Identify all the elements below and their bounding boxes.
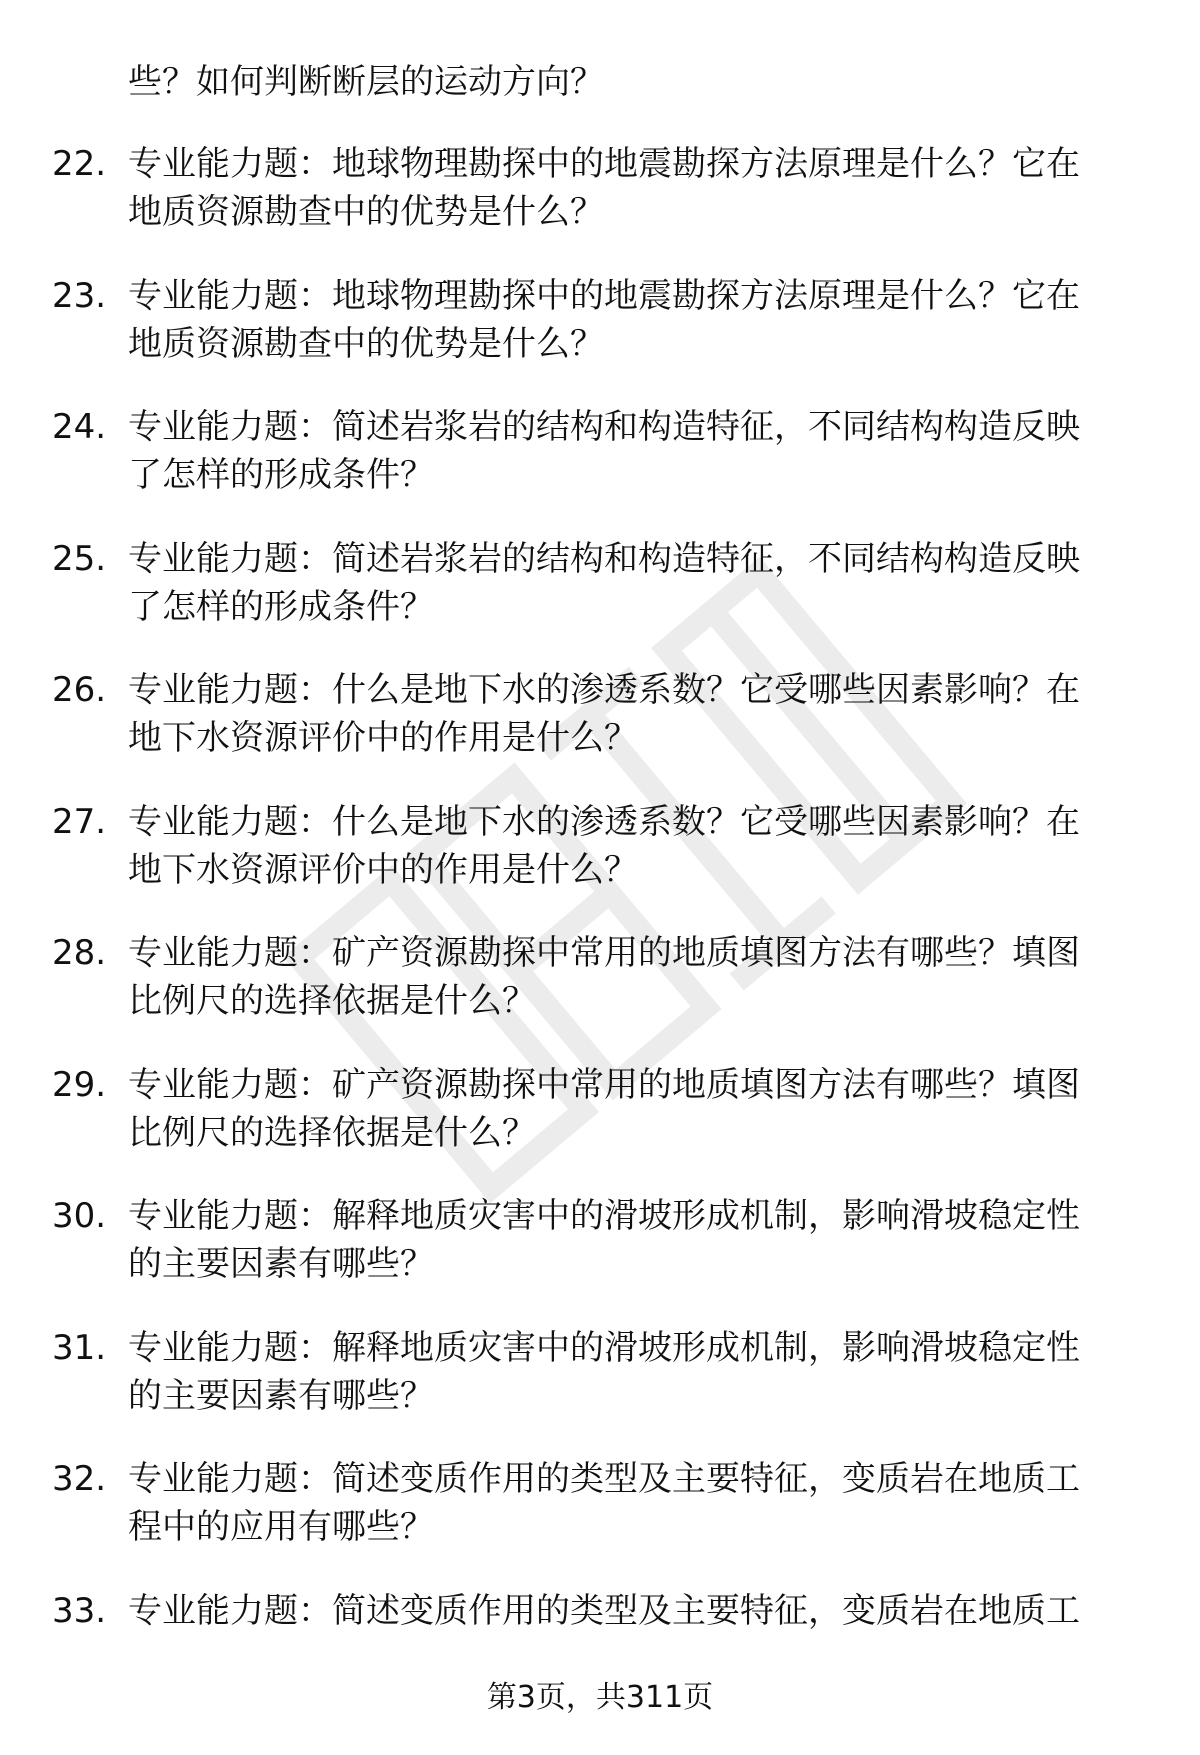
question-number: 32. bbox=[52, 1459, 107, 1499]
question-number: 23. bbox=[52, 275, 107, 316]
question-line: 专业能力题：简述变质作用的类型及主要特征，变质岩在地质工 bbox=[128, 1459, 1080, 1499]
question-line: 了怎样的形成条件？ bbox=[128, 586, 434, 627]
question-line: 专业能力题：解释地质灾害中的滑坡形成机制，影响滑坡稳定性 bbox=[128, 1196, 1080, 1236]
question-text bbox=[128, 403, 1138, 499]
question-text bbox=[128, 1587, 1138, 1635]
question-number: 33. bbox=[52, 1590, 107, 1631]
question-item bbox=[0, 929, 1200, 1061]
question-line: 程中的应用有哪些？ bbox=[128, 1507, 434, 1547]
question-item bbox=[0, 1455, 1200, 1587]
question-number: 25. bbox=[52, 538, 107, 579]
question-line: 专业能力题：矿产资源勘探中常用的地质填图方法有哪些？填图 bbox=[128, 1064, 1080, 1105]
question-text bbox=[128, 666, 1138, 762]
question-text bbox=[128, 1324, 1138, 1420]
question-text bbox=[128, 535, 1138, 631]
question-line: 专业能力题：矿产资源勘探中常用的地质填图方法有哪些？填图 bbox=[128, 933, 1080, 973]
question-item bbox=[0, 403, 1200, 535]
question-line: 的主要因素有哪些？ bbox=[128, 1244, 434, 1284]
question-line: 地下水资源评价中的作用是什么？ bbox=[128, 849, 638, 890]
question-item bbox=[0, 1324, 1200, 1456]
question-line: 专业能力题：什么是地下水的渗透系数？它受哪些因素影响？在 bbox=[128, 801, 1080, 842]
question-line: 地下水资源评价中的作用是什么？ bbox=[128, 718, 638, 758]
question-line: 专业能力题：简述岩浆岩的结构和构造特征，不同结构构造反映 bbox=[128, 538, 1080, 579]
question-line: 比例尺的选择依据是什么？ bbox=[128, 981, 536, 1021]
question-number: 22. bbox=[52, 144, 107, 184]
question-text bbox=[128, 1192, 1138, 1288]
question-number: 26. bbox=[52, 670, 107, 710]
question-line: 专业能力题：解释地质灾害中的滑坡形成机制，影响滑坡稳定性 bbox=[128, 1327, 1080, 1368]
question-line: 专业能力题：简述岩浆岩的结构和构造特征，不同结构构造反映 bbox=[128, 407, 1080, 447]
question-item bbox=[0, 798, 1200, 930]
page-footer: 第3页，共311页 bbox=[486, 1680, 714, 1715]
question-number: 31. bbox=[52, 1327, 107, 1368]
question-line: 了怎样的形成条件？ bbox=[128, 455, 434, 495]
question-line: 比例尺的选择依据是什么？ bbox=[128, 1112, 536, 1153]
question-item bbox=[0, 666, 1200, 798]
question-number: 24. bbox=[52, 407, 107, 447]
question-number: 30. bbox=[52, 1196, 107, 1236]
question-line: 地质资源勘查中的优势是什么？ bbox=[128, 192, 604, 232]
question-line: 专业能力题：地球物理勘探中的地震勘探方法原理是什么？它在 bbox=[128, 144, 1080, 184]
question-item bbox=[0, 272, 1200, 404]
question-text bbox=[128, 798, 1138, 894]
continuation-text: 些？如何判断断层的运动方向？ bbox=[128, 62, 604, 102]
question-line: 专业能力题：简述变质作用的类型及主要特征，变质岩在地质工 bbox=[128, 1590, 1080, 1631]
question-list bbox=[0, 140, 1200, 1718]
question-line: 地质资源勘查中的优势是什么？ bbox=[128, 323, 604, 364]
question-number: 29. bbox=[52, 1064, 107, 1105]
question-text bbox=[128, 1455, 1138, 1551]
question-line: 专业能力题：地球物理勘探中的地震勘探方法原理是什么？它在 bbox=[128, 275, 1080, 316]
question-line: 的主要因素有哪些？ bbox=[128, 1375, 434, 1416]
question-item bbox=[0, 140, 1200, 272]
question-text bbox=[128, 272, 1138, 368]
question-text bbox=[128, 1061, 1138, 1157]
question-number: 27. bbox=[52, 801, 107, 842]
question-text bbox=[128, 140, 1138, 236]
question-text bbox=[128, 929, 1138, 1025]
question-item bbox=[0, 535, 1200, 667]
question-item bbox=[0, 1192, 1200, 1324]
question-item bbox=[0, 1061, 1200, 1193]
question-line: 专业能力题：什么是地下水的渗透系数？它受哪些因素影响？在 bbox=[128, 670, 1080, 710]
question-number: 28. bbox=[52, 933, 107, 973]
